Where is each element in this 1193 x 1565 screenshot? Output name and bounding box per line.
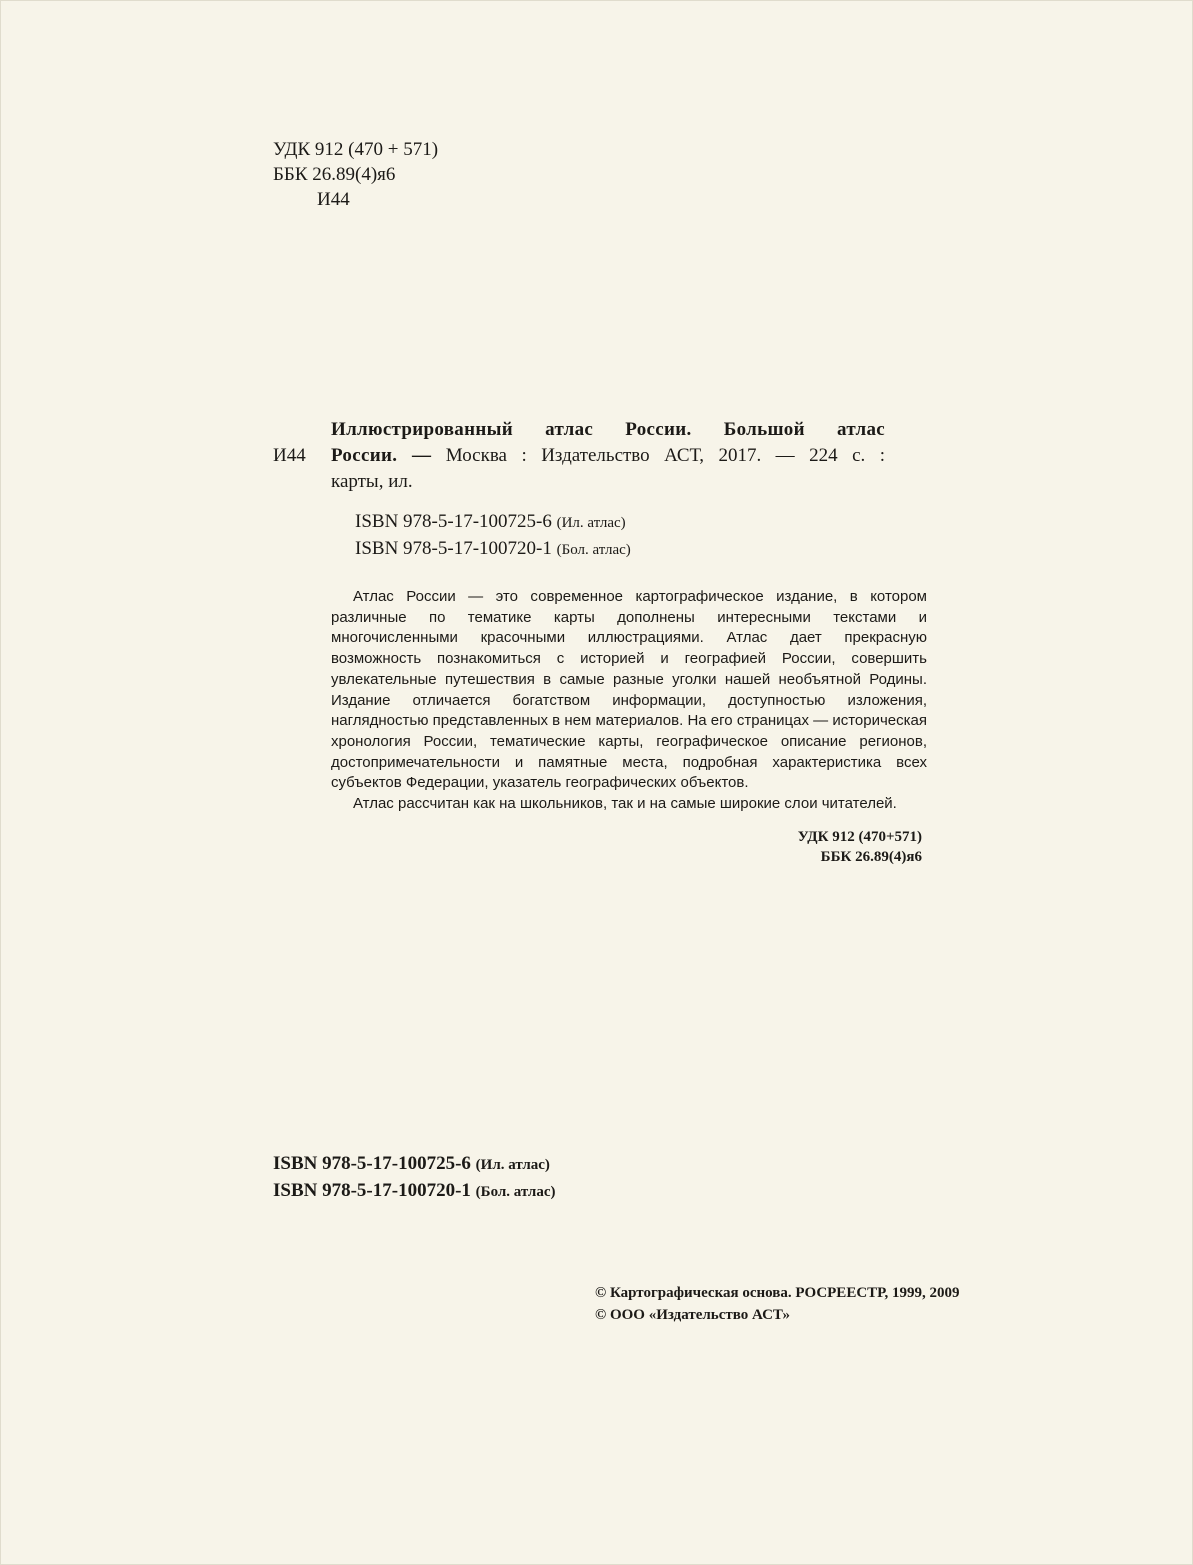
top-classification-block — [273, 137, 438, 212]
annotation-paragraph-2: Атлас рассчитан как на школьников, так и на самые широкие слои читателей. — [353, 795, 897, 813]
right-classification-block — [798, 827, 922, 867]
copyright-line-2: © ООО «Издательство АСТ» — [595, 1307, 791, 1323]
bbk-code-right: ББК 26.89(4)я6 — [820, 849, 922, 865]
biblio-title-line-1: Иллюстрированный атлас России. Большой атлас — [331, 419, 885, 440]
biblio-author-mark: И44 — [273, 445, 306, 466]
biblio-title-line-3: карты, ил. — [331, 471, 413, 492]
copyright-line-1: © Картографическая основа. РОСРЕЕСТР, 1999, 2009 — [595, 1285, 960, 1301]
biblio-title-bold-part: России. — — [331, 445, 432, 466]
biblio-title-line-2 — [331, 443, 885, 469]
udk-code: УДК 912 (470 + 571) — [273, 139, 439, 160]
bibliographic-record — [273, 417, 885, 563]
copyright-block — [595, 1282, 959, 1326]
bbk-code: ББК 26.89(4)я6 — [273, 164, 396, 185]
annotation-paragraph-1: Атлас России — это современное картографическое издание, в котором различные по тематике карты дополнены интересными текстами и многочисленными красочными иллюстрациями. Атлас дает прекрасную возможность познакомиться с историей и географией России, совершить увлекательные путешествия в самые разные уголки нашей необъятной Родины. Издание отличается богатством информации, доступностью изложения, наглядностью представленных в нем материалов. На его страницах — историческая хронология России, тематические карты, географическое описание регионов, достопримечательности и памятные места, подробная характеристика всех субъектов Федерации, указатель географических объектов. — [331, 588, 927, 792]
biblio-title-row-2 — [273, 443, 885, 469]
biblio-isbn-2: ISBN 978-5-17-100720-1 (Бол. атлас) — [355, 538, 631, 559]
bottom-isbn-2: ISBN 978-5-17-100720-1 (Бол. атлас) — [273, 1180, 556, 1201]
annotation — [331, 587, 927, 815]
bottom-isbn-1: ISBN 978-5-17-100725-6 (Ил. атлас) — [273, 1153, 550, 1174]
bottom-isbn-block — [273, 1151, 555, 1205]
author-mark: И44 — [317, 189, 350, 210]
biblio-isbn-1: ISBN 978-5-17-100725-6 (Ил. атлас) — [355, 511, 626, 532]
biblio-imprint: Москва : Издательство АСТ, 2017. — 224 с. : — [445, 445, 886, 466]
biblio-isbn-block — [355, 509, 885, 563]
biblio-title-row-1 — [273, 417, 885, 443]
udk-code-right: УДК 912 (470+571) — [797, 829, 922, 845]
biblio-title-row-3 — [273, 469, 885, 495]
